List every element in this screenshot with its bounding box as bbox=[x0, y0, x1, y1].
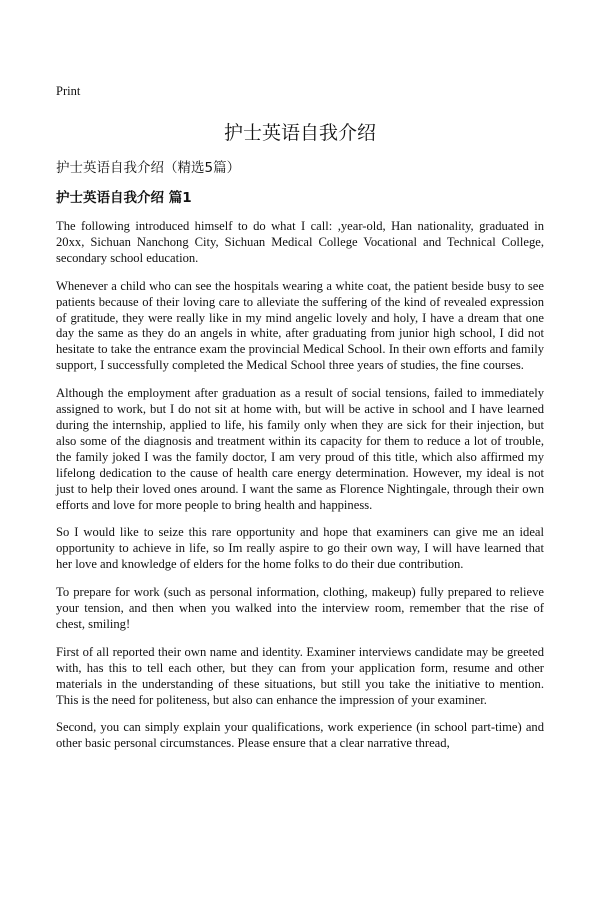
document-subtitle: 护士英语自我介绍（精选5篇） bbox=[56, 160, 241, 176]
section-heading: 护士英语自我介绍 篇1 bbox=[56, 190, 192, 206]
paragraph-6: First of all reported their own name and identity. Examiner interviews candidate may be greeted with, has this to tell each other, but they can from your application form, resume and other materials in the understanding of these situations, but still you take the initiative to mention. This is the need for politeness, but also can enhance the impression of your examiner. bbox=[56, 644, 544, 707]
document-title: 护士英语自我介绍 bbox=[223, 122, 376, 144]
print-link[interactable]: Print bbox=[56, 84, 81, 98]
paragraph-3: Although the employment after graduation as a result of social tensions, failed to immediately assigned to work, but I do not sit at home with, but will be active in school and I have learned during the internship, applied to life, his family only when they are sick for their injection, but also some of the diagnosis and treatment within its capacity for them to reduce a lot of trouble, the family joked I was the family doctor, I am very proud of this title, which also affirmed my lifelong dedication to the cause of health care energy determination. However, my ideal is not just to help their loved ones around. I want the same as Florence Nightingale, through their own efforts and love for more people to bring health and happiness. bbox=[56, 386, 544, 512]
paragraph-1: The following introduced himself to do what I call: ,year-old, Han nationality, graduated in 20xx, Sichuan Nanchong City, Sichuan Medical College Vocational and Technical College, secondary school education. bbox=[56, 219, 544, 265]
paragraph-7: Second, you can simply explain your qualifications, work experience (in school part-time) and other basic personal circumstances. Please ensure that a clear narrative thread, bbox=[56, 720, 544, 751]
paragraph-2: Whenever a child who can see the hospitals wearing a white coat, the patient beside busy to see patients because of their loving care to alleviate the suffering of the kind of revealed expression of gratitude, they were really like in my mind angelic lovely and holy, I have a dream that one day the same as they do an angels in white, after graduating from junior high school, I did not hesitate to take the entrance exam the provincial Medical School. In their own efforts and family support, I successfully completed the Medical School three years of studies, the fine courses. bbox=[56, 278, 544, 373]
paragraph-4: So I would like to seize this rare opportunity and hope that examiners can give me an ideal opportunity to achieve in life, so Im really aspire to go their own way, I will have learned that her love and knowledge of elders for the home folks to do their due contribution. bbox=[56, 525, 544, 572]
paragraph-5: To prepare for work (such as personal information, clothing, makeup) fully prepared to relieve your tension, and then when you walked into the interview room, remember that the rise of chest, smiling! bbox=[56, 585, 544, 631]
